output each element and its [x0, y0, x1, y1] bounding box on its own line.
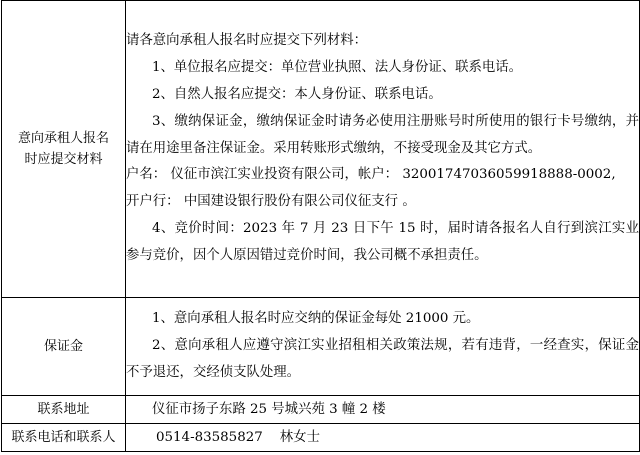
content-line: 1、意向承租人报名时应交纳的保证金每处 21000 元。	[152, 311, 480, 327]
row-label-deposit	[2, 298, 126, 396]
content-line: 1、单位报名应提交：单位营业执照、法人身份证、联系电话。	[152, 60, 523, 76]
content-line: 请各意向承租人报名时应提交下列材料：	[126, 33, 368, 49]
table-row-deposit	[2, 298, 640, 396]
row-label-text: 联系地址	[37, 402, 90, 417]
row-label-text: 意向承租人报名时应提交材料	[17, 131, 109, 167]
table-row-address	[2, 396, 640, 424]
row-content-address	[126, 396, 640, 424]
row-content-contact	[126, 424, 640, 452]
account-name-line: 户名： 仪征市滨江实业投资有限公司，帐户： 32001747036059918888-0002,	[126, 167, 616, 183]
content-line: 2、自然人报名应提交：本人身份证、联系电话。	[152, 87, 442, 102]
address-value: 仪征市扬子东路 25 号城兴苑 3 幢 2 楼	[152, 401, 386, 417]
content-paragraph: 2、意向承租人应遵守滨江实业招租相关政策法规，若有违背，一经查实，保证金不予退还，交经侦支队处理。	[126, 338, 639, 380]
row-label-text: 联系电话和联系人	[11, 430, 116, 445]
content-paragraph: 3、缴纳保证金，缴纳保证金时请务必使用注册账号时所使用的银行卡号缴纳，并请在用途里备注保证金。采用转账形式缴纳，不接受现金及其它方式。	[126, 113, 639, 156]
table-row-materials	[2, 1, 640, 298]
table-row-contact	[2, 424, 640, 452]
row-content-materials	[126, 1, 640, 298]
row-label-text: 保证金	[43, 339, 83, 354]
contact-value: 0514-83585827 林女士	[156, 429, 320, 445]
row-label-materials	[2, 1, 126, 298]
row-label-contact	[2, 424, 126, 452]
row-content-deposit	[126, 298, 640, 396]
content-paragraph: 4、竞价时间：2023 年 7 月 23 日下午 15 时，届时请各报名人自行到滨江实业参与竞价，因个人原因错过竞价时间，我公司概不承担责任。	[126, 220, 639, 263]
info-table	[1, 0, 640, 452]
row-label-address	[2, 396, 126, 424]
bank-line: 开户行： 中国建设银行股份有限公司仪征支行 。	[126, 194, 416, 210]
